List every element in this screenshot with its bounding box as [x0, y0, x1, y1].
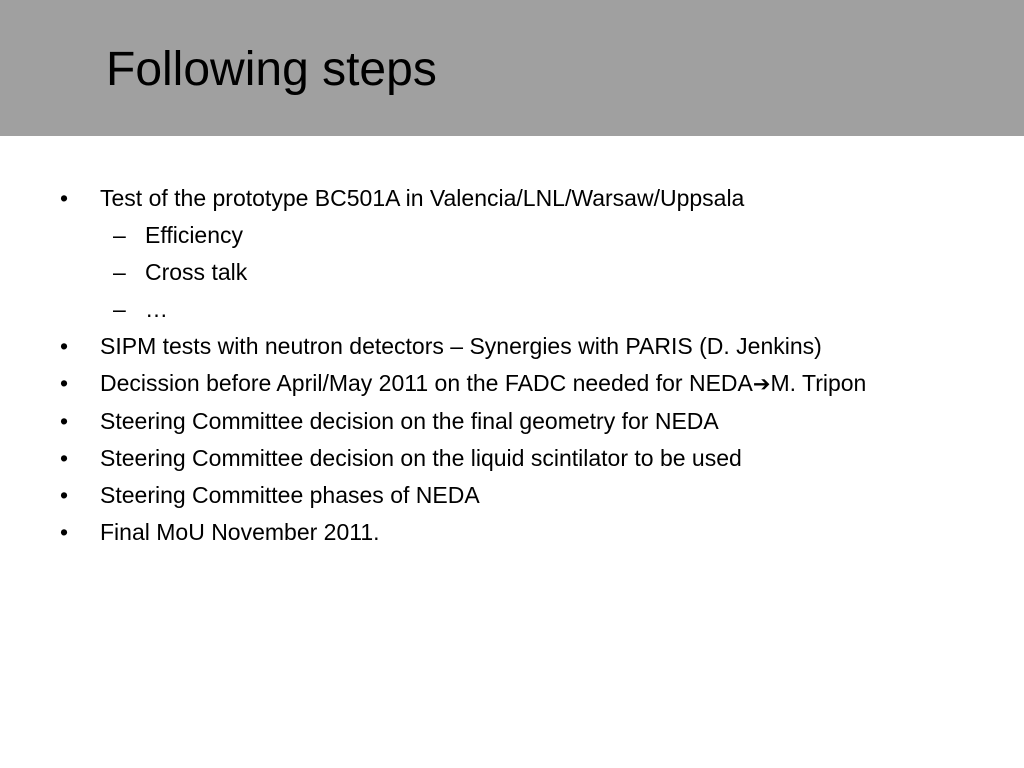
bullet-item-geometry-decision: [0, 406, 1024, 436]
bullet-marker: •: [60, 185, 69, 211]
bullet-text: Test of the prototype BC501A in Valencia/LNL/Warsaw/Uppsala: [100, 185, 745, 211]
sub-bullet-text: …: [145, 296, 168, 322]
bullet-text-before-arrow: Decission before April/May 2011 on the FADC needed for NEDA: [100, 370, 753, 396]
bullet-item-prototype-test: [0, 183, 1024, 213]
bullet-text: Steering Committee decision on the liquid scintilator to be used: [100, 445, 742, 471]
bullet-text: Final MoU November 2011.: [100, 519, 380, 545]
sub-bullet-marker: –: [113, 296, 126, 322]
bullet-list: [0, 183, 1024, 547]
bullet-marker: •: [60, 333, 69, 359]
bullet-text: Steering Committee decision on the final geometry for NEDA: [100, 408, 719, 434]
sub-bullet-marker: –: [113, 259, 126, 285]
bullet-item-final-mou: [0, 517, 1024, 547]
sub-item-efficiency: [0, 220, 1024, 250]
sub-bullet-text: Cross talk: [145, 259, 248, 285]
bullet-marker: •: [60, 445, 69, 471]
bullet-item-sipm-tests: [0, 331, 1024, 361]
sub-item-ellipsis: [0, 294, 1024, 324]
bullet-text: Steering Committee phases of NEDA: [100, 482, 480, 508]
bullet-text-after-arrow: M. Tripon: [770, 370, 867, 396]
sub-item-cross-talk: [0, 257, 1024, 287]
bullet-text: [100, 368, 920, 399]
bullet-marker: •: [60, 370, 69, 396]
bullet-item-fadc-decision: [0, 368, 1024, 399]
bullet-marker: •: [60, 519, 69, 545]
bullet-item-scintilator-decision: [0, 443, 1024, 473]
bullet-marker: •: [60, 482, 69, 508]
sub-bullet-text: Efficiency: [145, 222, 244, 248]
title-bar: [0, 0, 1024, 136]
bullet-marker: •: [60, 408, 69, 434]
right-arrow-icon: ➔: [752, 372, 771, 396]
bullet-text: SIPM tests with neutron detectors – Synergies with PARIS (D. Jenkins): [100, 333, 822, 359]
sub-bullet-marker: –: [113, 222, 126, 248]
bullet-item-phases: [0, 480, 1024, 510]
slide-title: Following steps: [106, 43, 437, 96]
